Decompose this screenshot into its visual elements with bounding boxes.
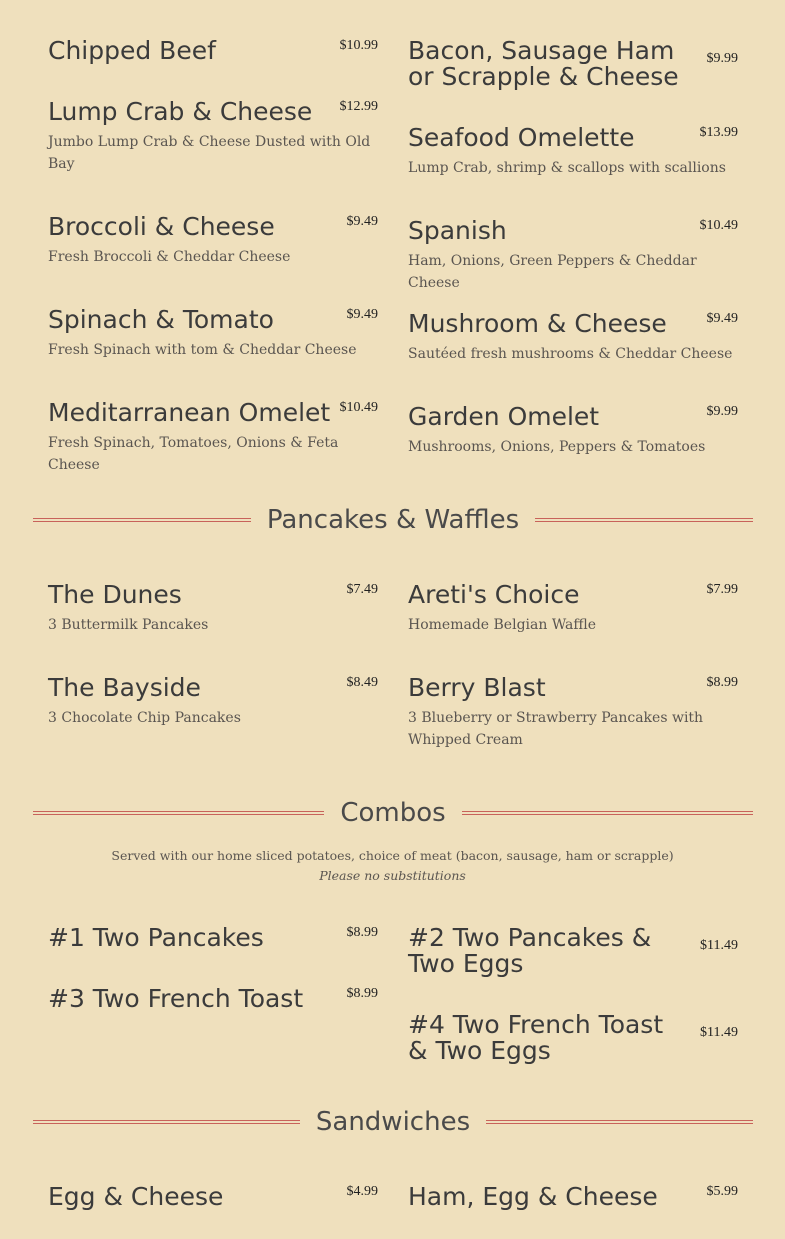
- item-name: Areti's Choice: [408, 580, 580, 609]
- item-price: $9.99: [706, 51, 738, 66]
- menu-item-egg-cheese: [48, 1184, 378, 1210]
- menu-item-chipped-beef: [48, 38, 378, 64]
- item-name: #3 Two French Toast: [48, 984, 304, 1013]
- menu-item-spinach-tomato: [48, 307, 378, 361]
- menu-item-lump-crab: [48, 99, 378, 175]
- item-name: #4 Two French Toast & Two Eggs: [408, 1010, 664, 1065]
- divider: [535, 518, 753, 522]
- divider: [462, 811, 753, 815]
- item-name: Broccoli & Cheese: [48, 212, 275, 241]
- item-name: Lump Crab & Cheese: [48, 97, 313, 126]
- item-description: 3 Blueberry or Strawberry Pancakes with Whipped Cream: [408, 710, 704, 748]
- item-description: 3 Chocolate Chip Pancakes: [48, 710, 241, 726]
- item-price: $11.49: [700, 938, 738, 953]
- item-name: #1 Two Pancakes: [48, 923, 264, 952]
- item-description: Jumbo Lump Crab & Cheese Dusted with Old Bay: [48, 134, 371, 172]
- menu-item-spanish: [408, 218, 738, 294]
- item-price: $7.49: [346, 582, 378, 597]
- item-description: Homemade Belgian Waffle: [408, 617, 597, 633]
- item-description: 3 Buttermilk Pancakes: [48, 617, 209, 633]
- section-title: Combos: [340, 798, 446, 828]
- menu-item-broccoli: [48, 214, 378, 268]
- menu-item-combo-3: [48, 986, 378, 1012]
- section-header-sandwiches: [33, 1102, 753, 1142]
- item-name: Berry Blast: [408, 673, 546, 702]
- item-price: $10.49: [339, 400, 378, 415]
- combos-note: [0, 846, 785, 886]
- menu-item-the-dunes: [48, 582, 378, 636]
- item-name: Seafood Omelette: [408, 123, 635, 152]
- item-description: Fresh Spinach, Tomatoes, Onions & Feta Cheese: [48, 435, 339, 473]
- item-price: $9.49: [346, 307, 378, 322]
- item-description: Lump Crab, shrimp & scallops with scallions: [408, 160, 726, 176]
- menu-item-the-bayside: [48, 675, 378, 729]
- menu-item-combo-4: [408, 1012, 738, 1064]
- combos-note-italic: Please no substitutions: [319, 868, 466, 883]
- section-header-combos: [33, 793, 753, 833]
- item-name: #2 Two Pancakes & Two Eggs: [408, 923, 652, 978]
- item-price: $11.49: [700, 1025, 738, 1040]
- item-price: $4.99: [346, 1184, 378, 1199]
- divider: [486, 1120, 753, 1124]
- menu-item-combo-2: [408, 925, 738, 977]
- item-price: $12.99: [339, 99, 378, 114]
- item-price: $5.99: [706, 1184, 738, 1199]
- section-header-pancakes: [33, 500, 753, 540]
- menu-item-mediterranean: [48, 400, 378, 476]
- menu-item-combo-1: [48, 925, 378, 951]
- menu-item-aretis-choice: [408, 582, 738, 636]
- section-title: Pancakes & Waffles: [266, 505, 520, 535]
- item-price: $8.49: [346, 675, 378, 690]
- menu-item-mushroom: [408, 311, 738, 365]
- item-price: $13.99: [699, 125, 738, 140]
- item-name: Meditarranean Omelet: [48, 398, 331, 427]
- menu-item-berry-blast: [408, 675, 738, 751]
- item-price: $8.99: [346, 925, 378, 940]
- item-price: $10.99: [339, 38, 378, 53]
- menu-item-seafood-omelette: [408, 125, 738, 179]
- item-price: $10.49: [699, 218, 738, 233]
- item-description: Sautéed fresh mushrooms & Cheddar Cheese: [408, 346, 733, 362]
- item-price: $8.99: [346, 986, 378, 1001]
- menu-item-bacon-sausage: [408, 38, 738, 90]
- item-price: $7.99: [706, 582, 738, 597]
- item-name: The Dunes: [48, 580, 182, 609]
- divider: [33, 811, 324, 815]
- item-price: $9.49: [706, 311, 738, 326]
- item-price: $9.49: [346, 214, 378, 229]
- item-price: $9.99: [706, 404, 738, 419]
- item-name: Ham, Egg & Cheese: [408, 1182, 658, 1211]
- menu-item-ham-egg-cheese: [408, 1184, 738, 1210]
- item-description: Ham, Onions, Green Peppers & Cheddar Cheese: [408, 253, 697, 291]
- item-price: $8.99: [706, 675, 738, 690]
- combos-note-text: Served with our home sliced potatoes, choice of meat (bacon, sausage, ham or scrapple): [111, 848, 674, 863]
- item-description: Mushrooms, Onions, Peppers & Tomatoes: [408, 439, 706, 455]
- item-name: Egg & Cheese: [48, 1182, 224, 1211]
- item-name: Garden Omelet: [408, 402, 600, 431]
- item-name: Spinach & Tomato: [48, 305, 274, 334]
- section-title: Sandwiches: [315, 1107, 471, 1137]
- item-name: Mushroom & Cheese: [408, 309, 667, 338]
- item-name: Spanish: [408, 216, 507, 245]
- divider: [33, 518, 251, 522]
- divider: [33, 1120, 300, 1124]
- item-name: Bacon, Sausage Ham or Scrapple & Cheese: [408, 36, 679, 91]
- item-name: The Bayside: [48, 673, 201, 702]
- menu-item-garden-omelet: [408, 404, 738, 458]
- item-name: Chipped Beef: [48, 36, 216, 65]
- item-description: Fresh Spinach with tom & Cheddar Cheese: [48, 342, 357, 358]
- item-description: Fresh Broccoli & Cheddar Cheese: [48, 249, 291, 265]
